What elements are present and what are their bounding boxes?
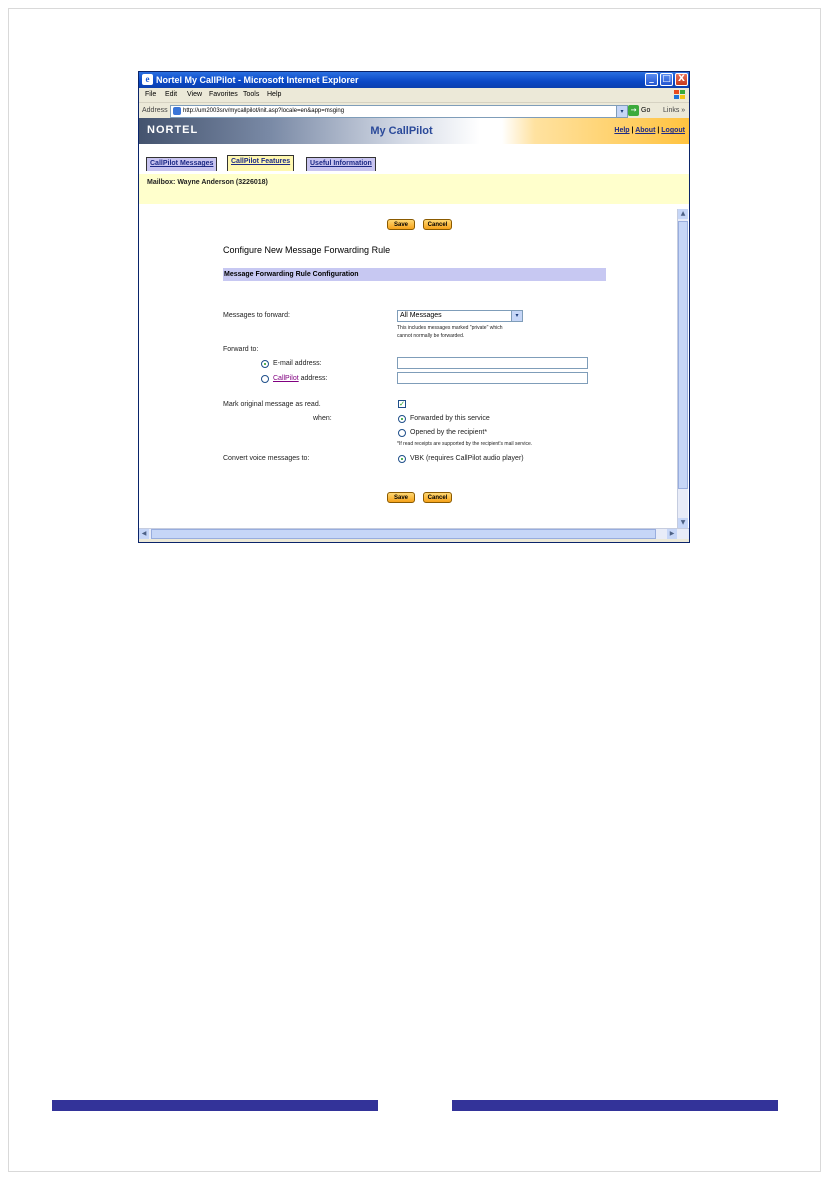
cancel-button-top[interactable]: Cancel — [423, 219, 452, 230]
messages-select[interactable]: All Messages ▾ — [397, 310, 523, 322]
menu-edit[interactable]: Edit — [165, 91, 178, 98]
ie-icon: e — [142, 74, 153, 85]
address-dropdown-icon[interactable]: ▾ — [616, 106, 627, 117]
menu-favorites[interactable]: Favorites — [209, 91, 238, 98]
menu-file[interactable]: File — [145, 91, 157, 98]
chevron-down-icon[interactable]: ▾ — [511, 311, 522, 321]
vertical-scrollbar[interactable] — [677, 209, 688, 528]
title-bar — [139, 72, 689, 88]
callpilot-radio[interactable] — [261, 375, 269, 383]
app-title: My CallPilot — [370, 125, 433, 137]
horizontal-scroll-thumb[interactable] — [151, 529, 656, 539]
go-button[interactable]: Go — [641, 107, 651, 114]
address-url: http://um2003srv/mycallpilot/init.asp?locale=en&app=msging — [183, 108, 345, 114]
mark-read-checkbox[interactable]: ✓ — [399, 400, 405, 408]
page-icon — [173, 107, 181, 115]
private-note-line2: cannot normally be forwarded. — [397, 333, 465, 339]
address-bar — [139, 102, 689, 119]
go-arrow-icon[interactable]: → — [628, 105, 639, 116]
mark-read-label: Mark original message as read. — [223, 401, 321, 408]
close-button[interactable]: X — [675, 73, 688, 86]
callpilot-address-input[interactable] — [397, 372, 588, 384]
windows-logo-icon — [673, 89, 686, 100]
minimize-button[interactable]: _ — [645, 73, 658, 86]
horizontal-scrollbar[interactable] — [139, 528, 689, 539]
page-heading: Configure New Message Forwarding Rule — [223, 245, 391, 255]
browser-window — [138, 71, 690, 543]
maximize-button[interactable]: □ — [660, 73, 673, 86]
window-title: Nortel My CallPilot - Microsoft Internet Explorer — [156, 75, 359, 85]
scroll-left-icon[interactable]: ◀ — [139, 529, 149, 539]
links-button[interactable]: Links » — [663, 107, 686, 114]
opened-radio[interactable] — [398, 429, 406, 437]
logout-link[interactable]: Logout — [661, 127, 685, 134]
when-label: when: — [313, 415, 332, 422]
forward-to-label: Forward to: — [223, 346, 259, 353]
callpilot-option-label: CallPilot address: — [273, 375, 328, 382]
menu-bar — [139, 88, 689, 102]
menu-tools[interactable]: Tools — [243, 91, 260, 98]
save-button-bottom[interactable]: Save — [387, 492, 415, 503]
opened-option-label: Opened by the recipient* — [410, 429, 488, 436]
footer-bar-left — [52, 1100, 378, 1111]
tab-callpilot-features[interactable]: CallPilot Features — [227, 155, 294, 171]
scroll-down-icon[interactable]: ▼ — [678, 518, 688, 528]
status-bar — [139, 539, 689, 542]
address-label: Address — [142, 107, 168, 114]
email-address-input[interactable] — [397, 357, 588, 369]
about-link[interactable]: About — [635, 127, 656, 134]
cancel-button-bottom[interactable]: Cancel — [423, 492, 452, 503]
scroll-right-icon[interactable]: ▶ — [667, 529, 677, 539]
help-link[interactable]: Help — [614, 127, 630, 134]
email-option-label: E-mail address: — [273, 360, 322, 367]
header-links: Help | About | Logout — [614, 127, 685, 134]
header-banner — [139, 118, 689, 144]
convert-voice-label: Convert voice messages to: — [223, 455, 310, 462]
tab-useful-information[interactable]: Useful Information — [306, 157, 376, 171]
section-header: Message Forwarding Rule Configuration — [223, 268, 606, 281]
save-button-top[interactable]: Save — [387, 219, 415, 230]
vertical-scroll-thumb[interactable] — [678, 221, 688, 489]
forwarded-radio[interactable] — [398, 415, 406, 423]
private-note-line1: This includes messages marked "private" which — [397, 325, 503, 331]
form-content — [139, 209, 677, 528]
menu-view[interactable]: View — [187, 91, 203, 98]
menu-help[interactable]: Help — [267, 91, 282, 98]
mailbox-bar — [139, 174, 689, 204]
page-viewport — [139, 118, 689, 542]
scroll-up-icon[interactable]: ▲ — [678, 209, 688, 219]
callpilot-link[interactable]: CallPilot — [273, 375, 299, 382]
read-receipt-note: *If read receipts are supported by the recipient's mail service. — [397, 441, 533, 447]
address-input[interactable] — [170, 105, 628, 118]
messages-to-forward-label: Messages to forward: — [223, 312, 290, 319]
tab-callpilot-messages[interactable]: CallPilot Messages — [146, 157, 217, 171]
email-radio[interactable] — [261, 360, 269, 368]
vbk-option-label: VBK (requires CallPilot audio player) — [410, 455, 524, 462]
mailbox-label: Mailbox: Wayne Anderson (3226018) — [147, 179, 268, 186]
nortel-logo: NORTEL — [147, 124, 199, 136]
vbk-radio[interactable] — [398, 455, 406, 463]
forwarded-option-label: Forwarded by this service — [410, 415, 490, 422]
footer-bar-right — [452, 1100, 778, 1111]
tab-strip — [139, 144, 689, 174]
